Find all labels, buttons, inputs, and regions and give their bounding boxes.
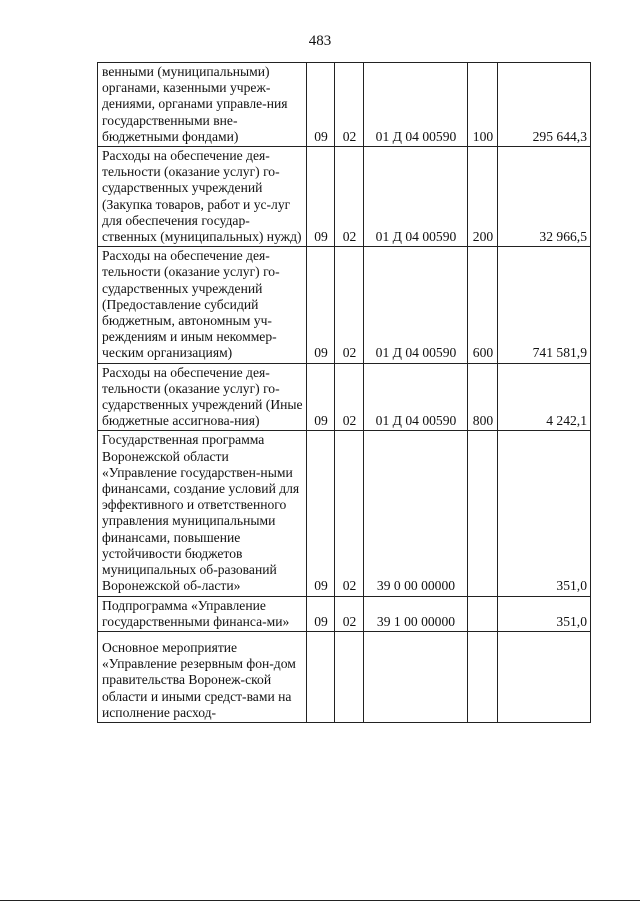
section-code: 09 [307,596,335,631]
expense-type-code: 100 [468,63,498,147]
expense-type-code: 800 [468,363,498,431]
amount: 351,0 [498,596,591,631]
page-number: 483 [308,33,332,49]
amount: 295 644,3 [498,63,591,147]
expense-type-code: 600 [468,247,498,363]
footer-divider [0,900,640,901]
row-description: Расходы на обеспечение дея-тельности (оказание услуг) го-сударственных учреждений (Иные бюджетные ассигнова-ния) [98,363,307,431]
subsection-code: 02 [335,247,364,363]
subsection-code: 02 [335,431,364,596]
subsection-code: 02 [335,147,364,247]
table-row [98,147,591,247]
amount: 32 966,5 [498,147,591,247]
budget-table [97,62,591,723]
row-description: Подпрограмма «Управление государственными финанса-ми» [98,596,307,631]
row-description: Расходы на обеспечение дея-тельности (оказание услуг) го-сударственных учреждений (Предоставление субсидий бюджетным, автономным уч-реждениям и иным некоммер-ческим организациям) [98,247,307,363]
target-code: 01 Д 04 00590 [364,363,468,431]
subsection-code: 02 [335,596,364,631]
table-row [98,63,591,147]
row-description: Государственная программа Воронежской области «Управление государствен-ными финансами, создание условий для эффективного и ответственного управления муниципальными финансами, повышение устойчивости бюджетов муниципальных об-разований Воронежской об-ласти» [98,431,307,596]
target-code: 39 1 00 00000 [364,596,468,631]
section-code: 09 [307,247,335,363]
amount: 741 581,9 [498,247,591,363]
subsection-code: 02 [335,363,364,431]
table-row [98,363,591,431]
section-code: 09 [307,363,335,431]
section-code: 09 [307,63,335,147]
subsection-code [335,631,364,722]
section-code: 09 [307,147,335,247]
amount: 351,0 [498,431,591,596]
amount: 4 242,1 [498,363,591,431]
row-description: Расходы на обеспечение дея-тельности (оказание услуг) го-сударственных учреждений (Закупка товаров, работ и ус-луг для обеспечения государ-ственных (муниципальных) нужд) [98,147,307,247]
table-row [98,596,591,631]
table-row [98,247,591,363]
target-code: 01 Д 04 00590 [364,247,468,363]
section-code: 09 [307,431,335,596]
amount [498,631,591,722]
target-code: 39 0 00 00000 [364,431,468,596]
row-description: венными (муниципальными) органами, казенными учреж-дениями, органами управле-ния государственными вне-бюджетными фондами) [98,63,307,147]
target-code [364,631,468,722]
section-code [307,631,335,722]
expense-type-code [468,431,498,596]
row-description: Основное мероприятие «Управление резервным фон-дом правительства Воронеж-ской области и иными средст-вами на исполнение расход- [98,631,307,722]
subsection-code: 02 [335,63,364,147]
table-row [98,431,591,596]
expense-type-code [468,596,498,631]
table-row [98,631,591,722]
expense-type-code: 200 [468,147,498,247]
expense-type-code [468,631,498,722]
target-code: 01 Д 04 00590 [364,63,468,147]
target-code: 01 Д 04 00590 [364,147,468,247]
